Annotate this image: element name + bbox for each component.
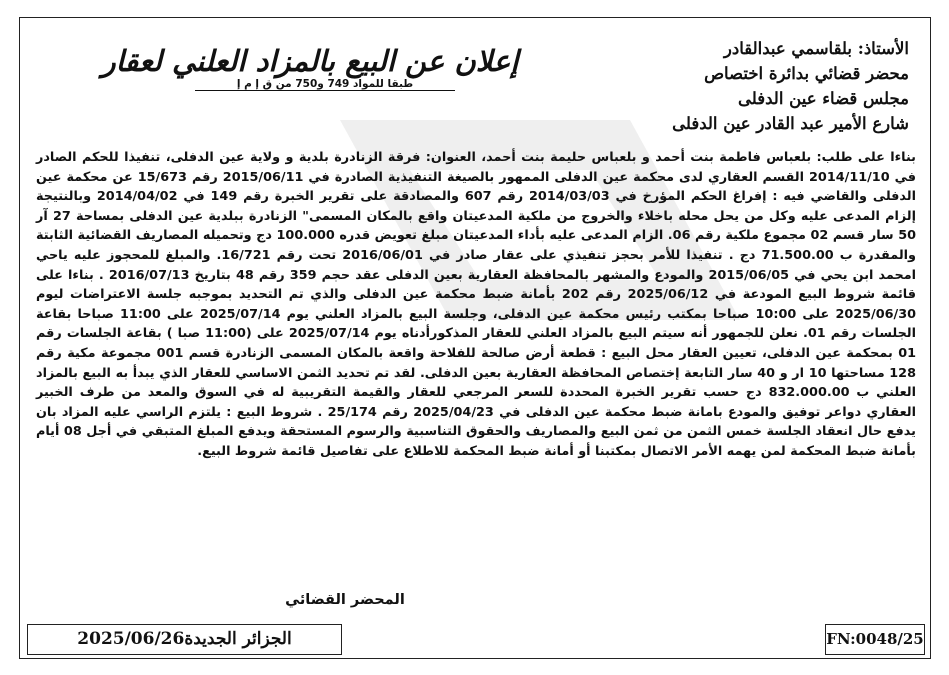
newspaper-date: الجزائر الجديدة2025/06/26 <box>27 624 342 655</box>
bailiff-info <box>569 36 909 136</box>
bailiff-address: شارع الأمير عبد القادر عين الدفلى <box>672 114 909 133</box>
signature: المحضر القضائي <box>285 592 405 608</box>
bailiff-role: محضر قضائي بدائرة اختصاص <box>704 64 909 83</box>
file-number: FN:0048/25 <box>825 624 925 655</box>
legal-reference: طبقا للمواد 749 و750 من ق إ م إ <box>195 78 455 91</box>
announcement-body: بناءا على طلب: بلعباس فاطمة بنت أحمد و بلعباس حليمة بنت أحمد، العنوان: فرقة الزنادرة بلدية و ولاية عين الدفلى، تنفيذا للحكم الصادر في 2014/11/10 القسم العقاري لدى محكمة عين الدفلى الممهور بالصيغة التنفيذية الصادرة في 2015/06/11 رقم 15/673 عن محكمة عين الدفلى والقاضي فيه : إفراغ الحكم المؤرخ في 2014/03/03 رقم 607 والمصادقة على تقرير الخبرة رقم 149 في 2014/04/02 وبالنتيجة إلزام المدعى عليه وكل من يحل محله باخلاء والخروج من ملكية المدعيتان واقع بالمكان المسمى" الزنادرة ببلدية عين الدفلى بمساحة 27 آر 50 سار قسم 02 مجموع ملكية رقم 06. الزام المدعى عليه بأداء المدعيتان مبلغ تعويض قدره 100.000 دج وتحميله المصاريف القضائية الثابتة والمقدرة ب 71.500.00 دج . تنفيذا للأمر بحجز تنفيذي على عقار صادر في 2016/06/01 تحت رقم 16/721. والمبلغ للمحجوز عليه ياحي امحمد ابن يحي في 2015/06/05 والمودع والمشهر بالمحافظة العقارية بعين الدفلى عقد حجم 359 رقم 48 بتاريخ 2016/07/13 . بناءا على قائمة شروط البيع المودعة في 2025/06/12 رقم 202 بأمانة ضبط محكمة عين الدفلى والذي تم التحديد بموجبه جلسة الاعتراضات ليوم 2025/06/30 على 10:00 صباحا بمكتب رئيس محكمة عين الدفلى، وجلسة البيع بالمزاد العلني يوم 2025/07/14 على 11:00 صباحا بقاعة الجلسات رقم 01. نعلن للجمهور أنه سيتم البيع بالمزاد العلني للعقار المذكورأدناه يوم 2025/07/14 على (11:00 صبا ) بقاعة الجلسات رقم 01 بمحكمة عين الدفلى، تعيين العقار محل البيع : قطعة أرض صالحة للفلاحة واقعة بالمكان المسمى الزنادرة قسم 001 مجموعة مكية رقم 128 مساحتها 10 ار و 40 سار التابعة إختصاص المحافظة العقارية بعين الدفلى. لقد تم تحديد الثمن الاساسي للعقار الذي يبدأ به البيع بالمزاد العلني ب 832.000.00 دج حسب تقرير الخبرة المحددة للسعر المرجعي للعقار والقيمة التقريبية له في السوق والمعد من طرف الخبير العقاري دواعر توفيق والمودع بامانة ضبط محكمة عين الدفلى في 2025/04/23 رقم 25/174 . شروط البيع : يلتزم الراسي عليه المزاد بان يدفع حال انعقاد الجلسة خمس الثمن من ثمن البيع والمصاريف والحقوق التناسبية والرسوم المستحقة ويدفع المبلغ المتبقي في أجل 08 أيام بأمانة ضبط المحكمة لمن يهمه الأمر الاتصال بمكتبنا أو أمانة ضبط المحكمة للاطلاع على تفاصيل قائمة شروط البيع. <box>36 150 917 459</box>
footer <box>19 620 931 659</box>
announcement-title: إعلان عن البيع بالمزاد العلني لعقار <box>101 44 519 78</box>
bailiff-name: الأستاذ: بلقاسمي عبدالقادر <box>723 39 909 58</box>
bailiff-court: مجلس قضاء عين الدفلى <box>738 89 909 108</box>
